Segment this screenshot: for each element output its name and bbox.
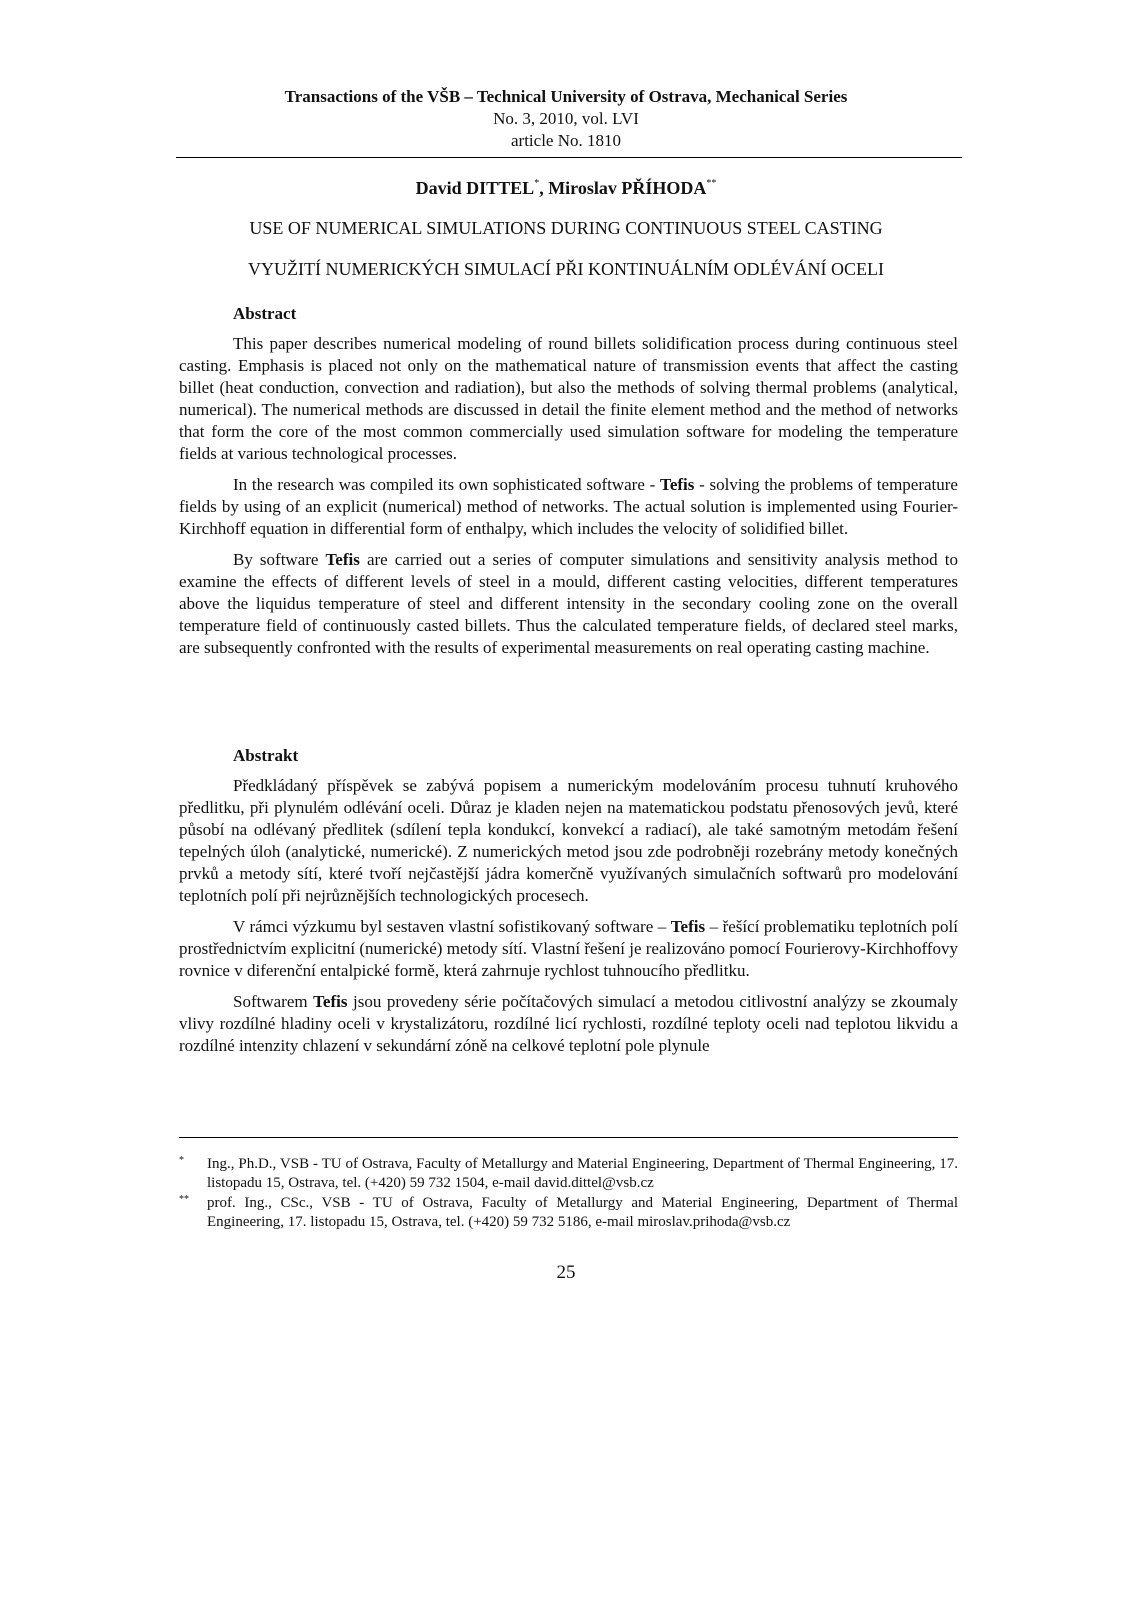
abstrakt-paragraph xyxy=(179,991,958,1057)
footnote xyxy=(179,1194,958,1232)
footnote-divider xyxy=(179,1137,958,1138)
abstrakt-section xyxy=(179,745,958,1066)
article-number: article No. 1810 xyxy=(511,131,621,150)
abstrakt-heading: Abstrakt xyxy=(233,746,299,765)
abstrakt-paragraph: Předkládaný příspěvek se zabývá popisem a numerickým modelováním procesu tuhnutí kruhového předlitku, při plynulém odlévání oceli. Důraz je kladen nejen na matematickou podstatu přenosových jevů, které působí na odlévaný předlitek (sdílení tepla kondukcí, konvekcí a radiací), ale také samotným metodám řešení tepelných úloh (analytické, numerické). Z numerických metod jsou zde podrobněji rozebrány metody konečných prvků a metody sítí, které tvoří nejčastější jádra komerčně využívaných simulačních softwarů pro modelování teplotních polí při nejrůznějších technologických procesech. xyxy=(179,776,958,905)
author-name: Miroslav PŘÍHODA xyxy=(548,178,707,198)
journal-title: Transactions of the VŠB – Technical University of Ostrava, Mechanical Series xyxy=(284,87,848,106)
footnote-mark: * xyxy=(534,178,540,189)
header-divider xyxy=(176,157,962,158)
abstract-paragraph: This paper describes numerical modeling of round billets solidification process during continuous steel casting. Emphasis is placed not only on the mathematical nature of transmission events that affect the casting billet (heat conduction, convection and radiation), but also the methods of solving thermal problems (analytical, numerical). The numerical methods are discussed in detail the finite element method and the method of networks that form the core of the most common commercially used simulation software for modeling the temperature fields at various technological processes. xyxy=(179,334,958,463)
abstract-paragraph xyxy=(179,549,958,659)
abstract-paragraph xyxy=(179,474,958,540)
journal-header xyxy=(0,86,1132,152)
footnote xyxy=(179,1155,958,1193)
text-run: V rámci výzkumu byl sestaven vlastní sofistikovaný software – xyxy=(233,917,671,936)
paper-title-english: USE OF NUMERICAL SIMULATIONS DURING CONTINUOUS STEEL CASTING xyxy=(249,218,883,238)
issue-info: No. 3, 2010, vol. LVI xyxy=(493,109,639,128)
footnote-mark: ** xyxy=(179,1194,189,1205)
footnote-mark: ** xyxy=(706,178,717,189)
author-line xyxy=(0,178,1132,199)
software-name: Tefis xyxy=(670,917,706,936)
text-run: – řešící problematiku teplotních polí prostřednictvím explicitní (numerické) metody sítí. Vlastní řešení je realizováno pomocí Fourierovy-Kirchhoffovy rovnice v diferenční entalpické formě, která zahrnuje rychlost tuhnoucího předlitku. xyxy=(179,917,959,980)
footnote-mark: * xyxy=(179,1155,184,1166)
footnote-text: prof. Ing., CSc., VSB - TU of Ostrava, Faculty of Metallurgy and Material Engineering, Department of Thermal Engineering, 17. listopadu 15, Ostrava, tel. (+420) 59 732 5186, e-mail miroslav.prihoda@vsb.cz xyxy=(207,1195,958,1230)
text-run: By software xyxy=(233,550,326,569)
software-name: Tefis xyxy=(325,550,360,569)
page-number: 25 xyxy=(556,1262,576,1283)
abstract-heading: Abstract xyxy=(233,304,297,323)
text-run: are carried out a series of computer simulations and sensitivity analysis method to examine the effects of different levels of steel in a mould, different casting velocities, different temperatures above the liquidus temperature of steel and different intensity in the secondary cooling zone on the overall temperature field of continuously casted billets. Thus the calculated temperature fields, of declared steel marks, are subsequently confronted with the results of experimental measurements on real operating casting machine. xyxy=(179,550,958,657)
software-name: Tefis xyxy=(313,992,348,1011)
abstract-section xyxy=(179,303,958,668)
footnote-text: Ing., Ph.D., VSB - TU of Ostrava, Faculty of Metallurgy and Material Engineering, Department of Thermal Engineering, 17. listopadu 15, Ostrava, tel. (+420) 59 732 1504, e-mail david.dittel@vsb.cz xyxy=(207,1156,958,1191)
text-run: - solving the problems of temperature fields by using of an explicit (numerical) method of networks. The actual solution is implemented using Fourier-Kirchhoff equation in differential form of enthalpy, which includes the velocity of solidified billet. xyxy=(179,475,958,538)
abstrakt-paragraph xyxy=(179,916,958,982)
software-name: Tefis xyxy=(660,475,695,494)
author-separator: , xyxy=(539,178,549,198)
author-name: David DITTEL xyxy=(415,178,535,198)
text-run: In the research was compiled its own sophisticated software - xyxy=(233,475,661,494)
text-run: jsou provedeny série počítačových simulací a metodou citlivostní analýzy se zkoumaly vlivy rozdílné hladiny oceli v krystalizátoru, rozdílné licí rychlosti, rozdílné teploty oceli nad teplotou likvidu a rozdílné intenzity chlazení v sekundární zóně na celkové teplotní pole plynule xyxy=(179,992,958,1055)
paper-title-czech: VYUŽITÍ NUMERICKÝCH SIMULACÍ PŘI KONTINUÁLNÍM ODLÉVÁNÍ OCELI xyxy=(248,259,884,279)
text-run: Softwarem xyxy=(233,992,314,1011)
